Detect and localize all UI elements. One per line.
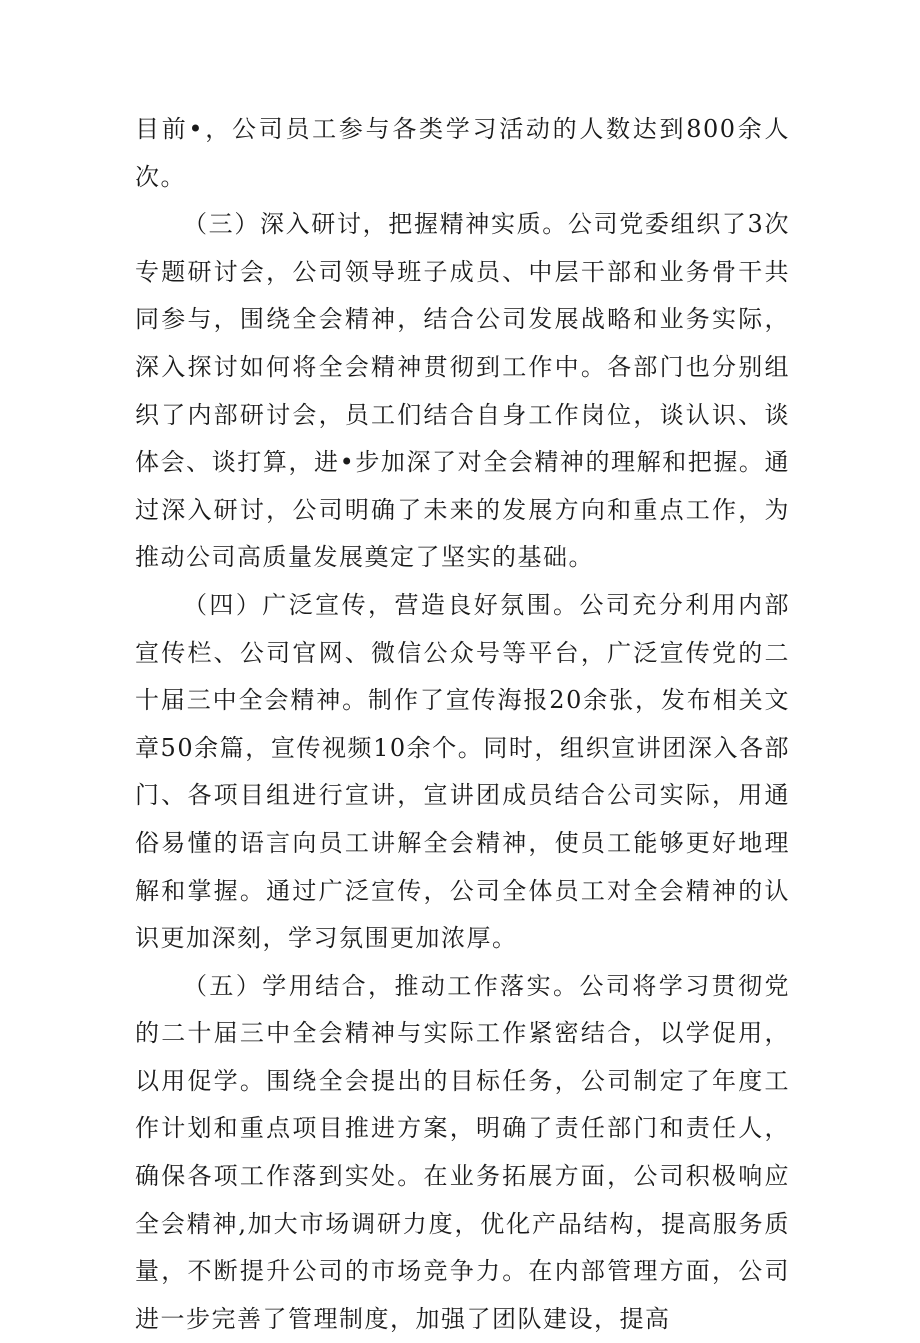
body-text <box>135 106 790 1343</box>
paragraph-continuation: 目前•，公司员工参与各类学习活动的人数达到800余人次。 <box>135 115 790 191</box>
paragraph-section-4: （四）广泛宣传，营造良好氛围。公司充分利用内部宣传栏、公司官网、微信公众号等平台，广泛宣传党的二十届三中全会精神。制作了宣传海报20余张，发布相关文章50余篇，宣传视频10余个。同时，组织宣讲团深入各部门、各项目组进行宣讲，宣讲团成员结合公司实际，用通俗易懂的语言向员工讲解全会精神，使员工能够更好地理解和掌握。通过广泛宣传，公司全体员工对全会精神的认识更加深刻，学习氛围更加浓厚。 <box>135 590 790 953</box>
paragraph-section-5: （五）学用结合，推动工作落实。公司将学习贯彻党的二十届三中全会精神与实际工作紧密结合，以学促用，以用促学。围绕全会提出的目标任务，公司制定了年度工作计划和重点项目推进方案，明确了责任部门和责任人，确保各项工作落到实处。在业务拓展方面，公司积极响应全会精神,加大市场调研力度，优化产品结构，提高服务质量，不断提升公司的市场竞争力。在内部管理方面，公司进一步完善了管理制度，加强了团队建设，提高 <box>135 971 790 1333</box>
paragraph-section-3: （三）深入研讨，把握精神实质。公司党委组织了3次专题研讨会，公司领导班子成员、中层干部和业务骨干共同参与，围绕全会精神，结合公司发展战略和业务实际，深入探讨如何将全会精神贯彻到工作中。各部门也分别组织了内部研讨会，员工们结合自身工作岗位，谈认识、谈体会、谈打算，进•步加深了对全会精神的理解和把握。通过深入研讨，公司明确了未来的发展方向和重点工作，为推动公司高质量发展奠定了坚实的基础。 <box>135 210 790 572</box>
